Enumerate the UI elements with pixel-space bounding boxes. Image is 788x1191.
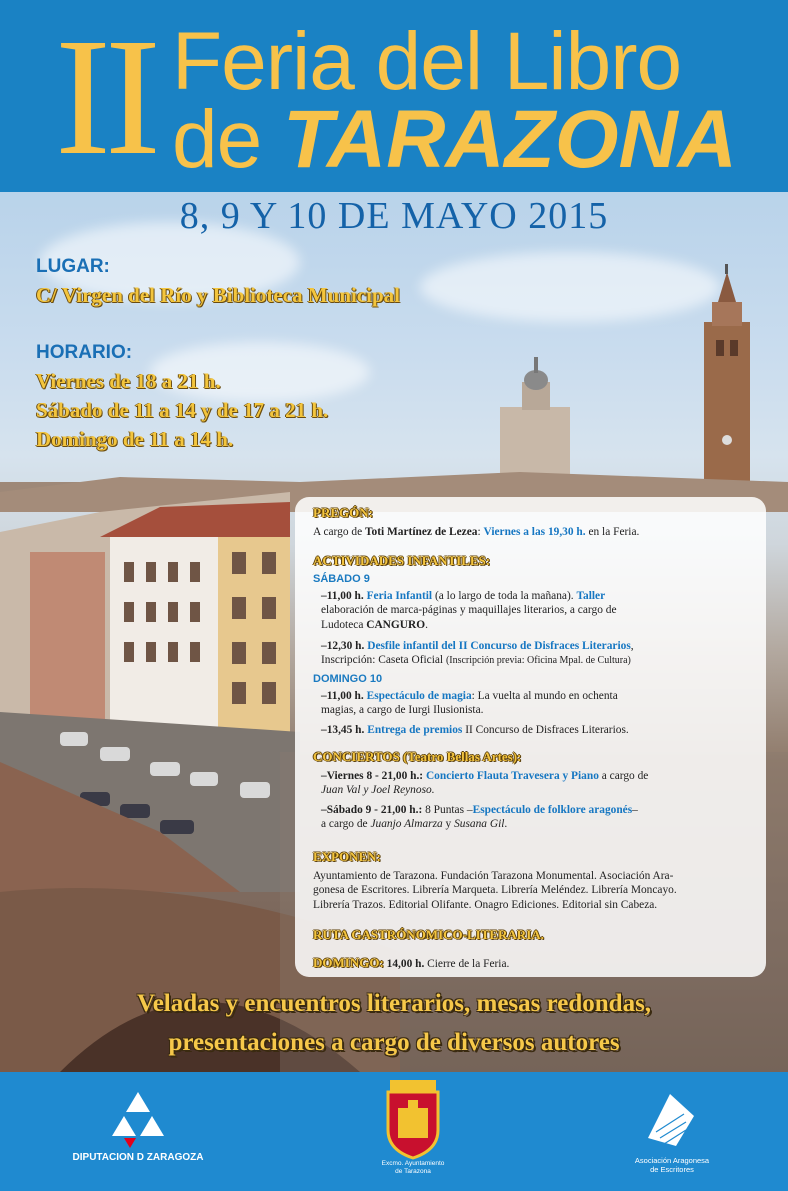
header-band xyxy=(0,0,788,192)
ayuntamiento-logo-text: Excmo. Ayuntamiento de Tarazona xyxy=(381,1160,445,1175)
lugar-value: C/ Virgen del Río y Biblioteca Municipal xyxy=(36,283,401,307)
domingo-cierre: DOMINGO: 14,00 h. Cierre de la Feria. xyxy=(313,955,510,970)
domingo-item-2: –13,45 h. Entrega de premios II Concurso de Disfraces Literarios. xyxy=(321,724,629,736)
conciertos-title: CONCIERTOS (Teatro Bellas Artes): xyxy=(313,749,522,764)
diputacion-logo-icon xyxy=(104,1090,172,1148)
lugar-label: LUGAR: xyxy=(36,256,110,277)
concierto-item-2: –Sábado 9 - 21,00 h.: 8 Puntas –Espectáculo de folklore aragonés– a cargo de Juanjo Almarza y Susana Gil. xyxy=(321,804,638,831)
exponen-text: Ayuntamiento de Tarazona. Fundación Tarazona Monumental. Asociación Ara- gonesa de Escritores. Librería Marqueta. Librería Meléndez. Librería Moncayo. Librería Trazos. Editorial Olifante. Onagro Ediciones. Editorial sin Cabeza. xyxy=(313,870,677,911)
concierto-item-1: –Viernes 8 - 21,00 h.: Concierto Flauta Travesera y Piano a cargo de Juan Val y Joel Reynoso. xyxy=(321,770,649,797)
program-panel xyxy=(295,497,766,977)
edition-roman-numeral: II xyxy=(55,4,155,190)
diputacion-logo-text: DIPUTACION D ZARAGOZA xyxy=(72,1152,204,1163)
horario-line: Sábado de 11 a 14 y de 17 a 21 h. xyxy=(36,398,329,422)
coat-of-arms-icon xyxy=(378,1078,448,1160)
exponen-title: EXPONEN: xyxy=(313,849,381,864)
pregon-text: A cargo de Toti Martínez de Lezea: Viernes a las 19,30 h. en la Feria. xyxy=(313,526,640,538)
tagline-line-1: Veladas y encuentros literarios, mesas redondas, xyxy=(136,990,652,1017)
asociacion-logo-icon xyxy=(640,1088,702,1152)
horario-label: HORARIO: xyxy=(36,342,133,363)
domingo-label: DOMINGO 10 xyxy=(313,673,383,685)
ruta-title: RUTA GASTRÓNOMICO-LITERARIA. xyxy=(313,927,544,942)
asociacion-logo-text: Asociación Aragonesa de Escritores xyxy=(634,1156,710,1174)
domingo-item-1: –11,00 h. Espectáculo de magia: La vuelta al mundo en ochenta magias, a cargo de Iurgi Ilusionista. xyxy=(321,690,618,717)
event-date: 8, 9 Y 10 DE MAYO 2015 xyxy=(179,195,609,237)
horario-line: Viernes de 18 a 21 h. xyxy=(36,369,221,393)
sabado-item-1: –11,00 h. Feria Infantil (a lo largo de toda la mañana). Taller elaboración de marca-páginas y maquillajes literarios, a cargo de Ludoteca CANGURO. xyxy=(321,590,617,631)
title-line-1: Feria del Libro xyxy=(172,16,682,107)
sabado-item-2: –12,30 h. Desfile infantil del II Concurso de Disfraces Literarios, Inscripción: Caseta Oficial (Inscripción previa: Oficina Mpal. de Cultura) xyxy=(321,640,634,667)
tagline-line-2: presentaciones a cargo de diversos autores xyxy=(168,1029,620,1056)
horario-line: Domingo de 11 a 14 h. xyxy=(36,427,234,451)
pregon-title: PREGÓN: xyxy=(313,505,373,520)
title-line-2 xyxy=(172,92,737,188)
footer-band xyxy=(0,1072,788,1191)
title-prefix: de xyxy=(172,94,283,185)
infantiles-title: ACTIVIDADES INFANTILES: xyxy=(313,553,491,568)
title-city: TARAZONA xyxy=(283,94,737,185)
sabado-label: SÁBADO 9 xyxy=(313,573,370,585)
